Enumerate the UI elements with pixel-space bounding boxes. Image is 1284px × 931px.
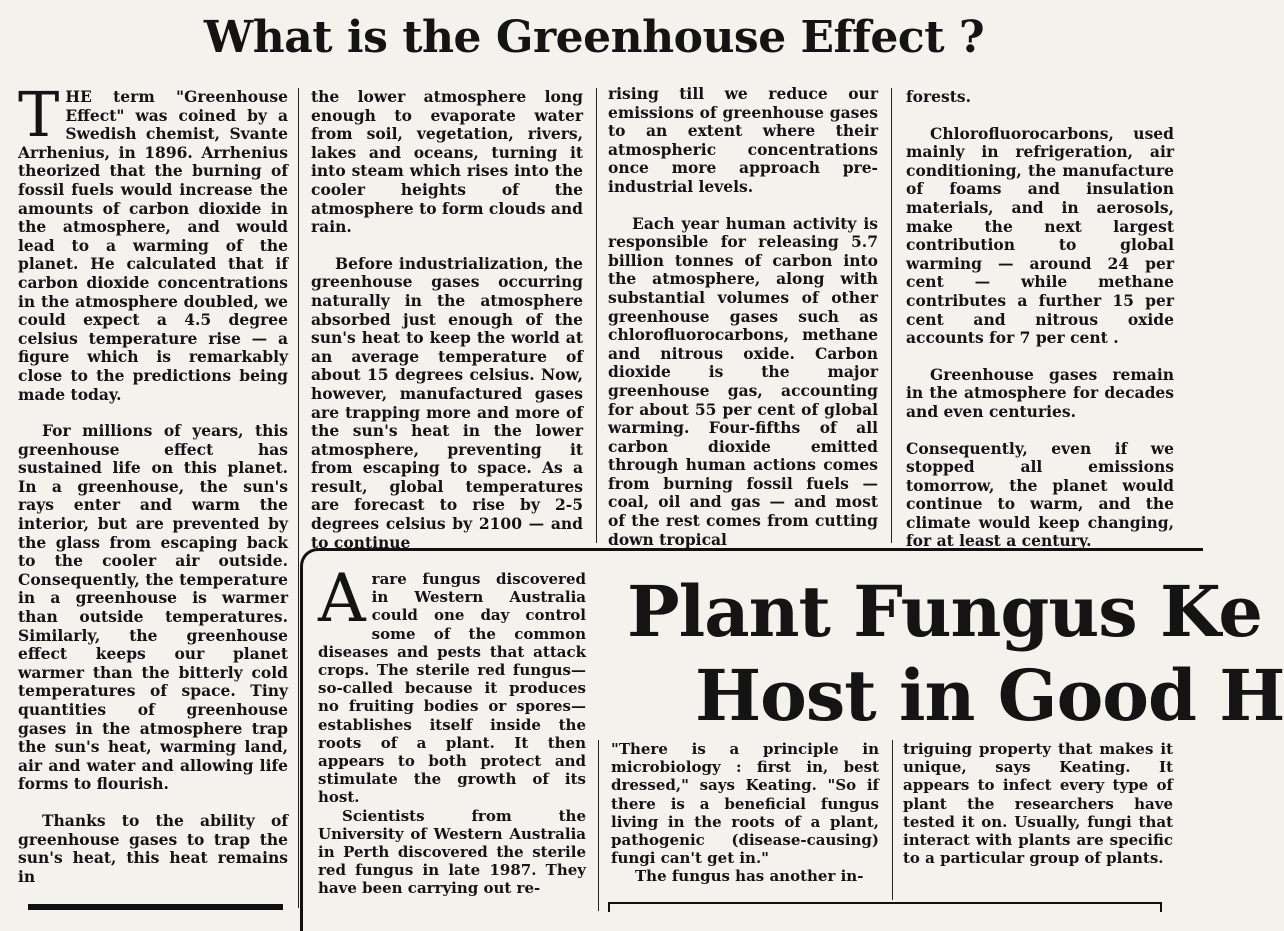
article1-column-1 — [18, 78, 288, 906]
article1-col2-para-1: the lower atmosphere long enough to evaporate water from soil, vegetation, rivers, lakes and oceans, turning it into steam which rises into the cooler heights of the atmosphere to form clouds and rain. — [311, 87, 583, 237]
paragraph-text: rare fungus discovered in Western Australia could one day control some of the common diseases and pests that attack crops. The sterile red fungus—so-called because it produces no fruiting bodies or spores—establishes itself inside the roots of a plant. It then appears to both protect and stimulate the growth of its host. — [318, 570, 586, 807]
article1-col4-para-3: Greenhouse gases remain in the atmosphere for decades and even centuries. — [906, 364, 1174, 421]
article-headline: What is the Greenhouse Effect ? — [203, 12, 985, 63]
column-divider — [892, 740, 893, 900]
drop-cap: A — [318, 560, 366, 637]
article1-col3-para-2: Each year human activity is responsible for releasing 5.7 billion tonnes of carbon into the atmosphere, along with substantial volumes of other greenhouse gases such as chlorofluorocarbons, methane and nitrous oxide. Carbon dioxide is the major greenhouse gas, accounting for about 55 per cent of global warming. Four-fifths of all carbon dioxide emitted through human actions comes from burning fossil fuels — coal, oil and gas — and most of the rest comes from cutting down tropical — [608, 213, 878, 549]
article2-col2-para-1: "There is a principle in microbiology : first in, best dressed," says Keating. "So if there is a beneficial fungus living in the roots of a plant, pathogenic (disease-causing) fungi can't get in." — [611, 740, 879, 868]
article1-col3-para-1: rising till we reduce our emissions of greenhouse gases to an extent where their atmospheric concentrations once more approach pre-industrial levels. — [608, 84, 878, 196]
article2-col3-para-1: triguing property that makes it unique, says Keating. It appears to infect every type of plant the researchers have tested it on. Usually, fungi that interact with plants are specific to a particular group of plants. — [903, 740, 1173, 868]
column-divider — [598, 740, 599, 911]
article1-col1-para-1 — [18, 78, 288, 404]
article2-headline-line-2: Host in Good H — [695, 654, 1284, 737]
article1-column-3 — [608, 84, 878, 549]
article2-column-3 — [903, 740, 1173, 900]
article2-headline-line-1: Plant Fungus Ke — [627, 570, 1262, 653]
article1-col4-para-1: forests. — [906, 87, 972, 106]
paragraph-text: HE term "Greenhouse Effect" was coined by a Swedish chemist, Svante Arrhenius, in 1896. Arrhenius theorized that the burning of fossil fuels would increase the amounts of carbon dioxide in the atmosphere, and would lead to a warming of the planet. He calculated that if carbon dioxide concentrations in the atmosphere doubled, we could expect a 4.5 degree celsius temperature rise — a figure which is remarkably close to the predictions being made today. — [18, 87, 288, 404]
column-divider — [891, 88, 892, 543]
article1-col1-para-2: For millions of years, this greenhouse effect has sustained life on this planet. In a greenhouse, the sun's rays enter and warm the interior, but are prevented by the glass from escaping back to the cooler air outside. Consequently, the temperature in a greenhouse is warmer than outside temperatures. Similarly, the greenhouse effect keeps our planet warmer than the bitterly cold temperatures of space. Tiny quantities of greenhouse gases in the atmosphere trap the sun's heat, warming land, air and water and allowing life forms to flourish. — [18, 421, 288, 794]
column-divider — [596, 88, 597, 543]
article2-col1-para-2: Scientists from the University of Western Australia in Perth discovered the sterile red fungus in late 1987. They have been carrying out re- — [318, 806, 586, 898]
article2-column-2 — [611, 740, 879, 900]
drop-cap: T — [18, 78, 60, 151]
article1-col4-para-2: Chlorofluorocarbons, used mainly in refrigeration, air conditioning, the manufacture of foams and insulation materials, and in aerosols, make the next largest contribution to global warming — around 24 per cent — while methane contributes a further 15 per cent and nitrous oxide accounts for 7 per cent . — [906, 123, 1174, 348]
bottom-rule — [28, 904, 283, 910]
article2-col1-para-1 — [318, 560, 586, 807]
article1-column-2 — [311, 87, 583, 552]
article1-col2-para-2: Before industrialization, the greenhouse gases occurring naturally in the atmosphere absorbed just enough of the sun's heat to keep the world at an average temperature of about 15 degrees celsius. Now, however, manufactured gases are trapping more and more of the sun's heat in the lower atmosphere, preventing it from escaping to space. As a result, global temperatures are forecast to rise by 2-5 degrees celsius by 2100 — and to continue — [311, 253, 583, 552]
article1-col4-para-4: Consequently, even if we stopped all emissions tomorrow, the planet would continue to warm, and the climate would keep changing, for at least a century. — [906, 438, 1174, 551]
article2-col2-para-2: The fungus has another in- — [635, 867, 864, 886]
next-article-frame — [608, 902, 1162, 912]
column-divider — [298, 88, 299, 908]
article1-col1-para-3: Thanks to the ability of greenhouse gases to trap the sun's heat, this heat remains in — [18, 810, 288, 886]
article2-column-1 — [318, 560, 586, 911]
article1-column-4 — [906, 87, 1174, 551]
